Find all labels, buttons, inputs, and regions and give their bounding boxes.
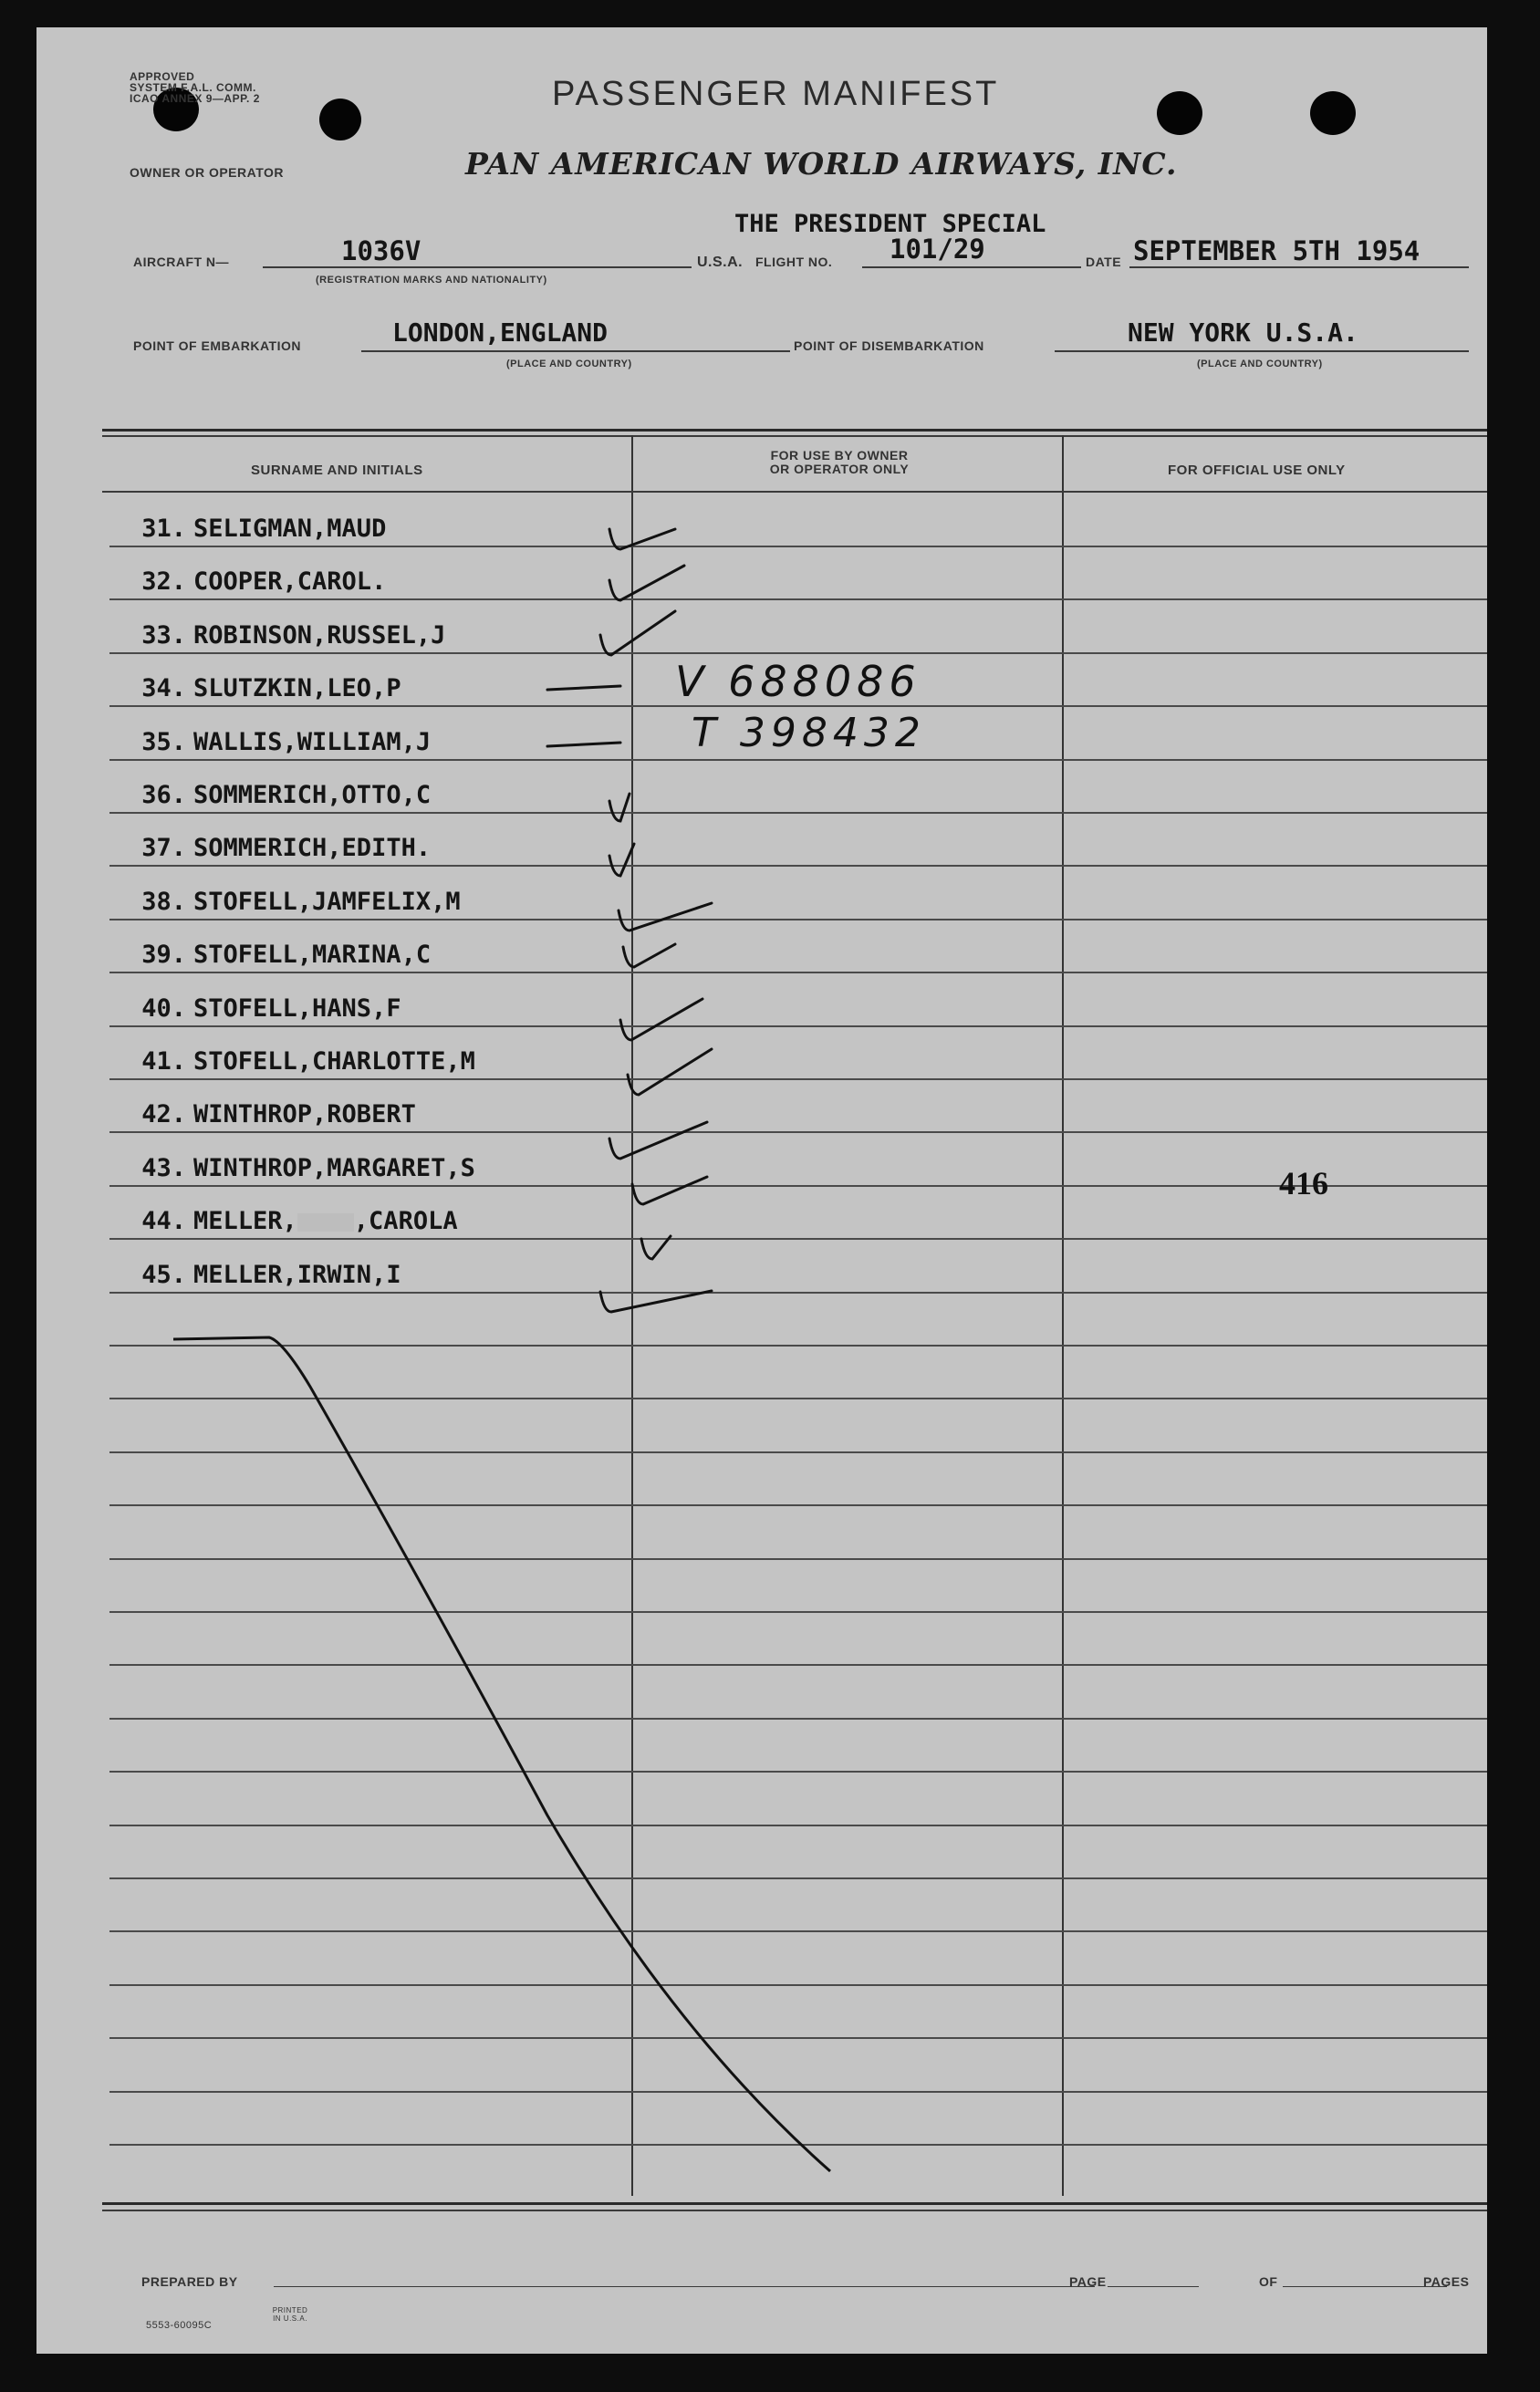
passenger-number: 41.: [141, 1047, 186, 1076]
embarkation-label: POINT OF EMBARKATION: [133, 338, 301, 353]
check-mark: [600, 611, 675, 655]
check-mark: [609, 844, 634, 876]
embarkation-caption: (PLACE AND COUNTRY): [506, 359, 632, 369]
passenger-name: WINTHROP,ROBERT: [193, 1100, 416, 1128]
passenger-number: 32.: [141, 567, 186, 596]
manifest-sheet: [36, 27, 1487, 2354]
check-mark: [620, 999, 702, 1040]
passenger-number: 38.: [141, 888, 186, 916]
passenger-name: MELLER,: [193, 1207, 297, 1235]
passenger-number: 42.: [141, 1100, 186, 1128]
passenger-name: WINTHROP,MARGARET,S: [193, 1154, 475, 1182]
approval-line: ICAO ANNEX 9—APP. 2: [130, 92, 260, 105]
flight-date: SEPTEMBER 5TH 1954: [1133, 235, 1420, 266]
usa-label: U.S.A.: [697, 255, 744, 270]
check-mark: [641, 1236, 671, 1259]
passenger-number: 36.: [141, 781, 186, 809]
passenger-name: SOMMERICH,OTTO,C: [193, 781, 432, 809]
form-code: 5553-60095C: [146, 2320, 213, 2331]
dash-mark: [547, 686, 620, 690]
aircraft-label: AIRCRAFT N—: [133, 255, 230, 269]
disembarkation-label: POINT OF DISEMBARKATION: [794, 338, 984, 353]
passenger-number: 44.: [141, 1207, 186, 1235]
passenger-number: 39.: [141, 941, 186, 969]
check-mark: [619, 903, 712, 931]
approval-line: APPROVED: [130, 70, 195, 83]
approval-line: SYSTEM F.A.L. COMM.: [130, 81, 256, 94]
passenger-name: SLUTZKIN,LEO,P: [193, 674, 401, 702]
header-official: FOR OFFICIAL USE ONLY: [1168, 463, 1346, 478]
dash-mark: [547, 743, 620, 746]
printed-in: PRINTED IN U.S.A.: [272, 2306, 308, 2323]
official-note-43: 416: [1279, 1165, 1328, 1201]
passenger-name: COOPER,CAROL.: [193, 567, 387, 596]
passenger-name: STOFELL,MARINA,C: [193, 941, 432, 969]
check-mark: [609, 794, 630, 821]
passenger-name: SOMMERICH,EDITH.: [193, 834, 432, 862]
registration-caption: (REGISTRATION MARKS AND NATIONALITY): [316, 275, 547, 286]
special-flight-name: THE PRESIDENT SPECIAL: [734, 210, 1046, 238]
passenger-name: ROBINSON,RUSSEL,J: [193, 621, 446, 650]
strike-line: [173, 1337, 830, 2171]
passenger-number: 35.: [141, 728, 186, 756]
page-label: PAGE: [1069, 2274, 1107, 2289]
check-mark: [632, 1177, 707, 1204]
passenger-name-tail: ,CAROLA: [353, 1207, 458, 1235]
date-label: DATE: [1086, 255, 1122, 269]
flight-number: 101/29: [890, 234, 985, 265]
passenger-name: MELLER,IRWIN,I: [193, 1261, 401, 1289]
passenger-number: 33.: [141, 621, 186, 650]
passenger-name: STOFELL,JAMFELIX,M: [193, 888, 461, 916]
passenger-name: WALLIS,WILLIAM,J: [193, 728, 432, 756]
pages-label: PAGES: [1423, 2274, 1470, 2289]
header-owner-use-line2: OR OPERATOR ONLY: [769, 462, 910, 476]
check-mark: [628, 1049, 712, 1095]
check-mark: [609, 1122, 707, 1159]
of-label: OF: [1259, 2274, 1278, 2289]
handwritten-note-35: T 398432: [692, 710, 926, 756]
owner-operator-label: OWNER OR OPERATOR: [130, 165, 284, 180]
passenger-number: 37.: [141, 834, 186, 862]
disembarkation-caption: (PLACE AND COUNTRY): [1197, 359, 1323, 369]
check-mark: [623, 944, 675, 967]
disembarkation-place: NEW YORK U.S.A.: [1128, 317, 1358, 348]
header-surname: SURNAME AND INITIALS: [251, 463, 423, 478]
passenger-name: STOFELL,HANS,F: [193, 994, 401, 1023]
aircraft-number: 1036V: [341, 235, 421, 266]
prepared-by-label: PREPARED BY: [141, 2274, 238, 2289]
passenger-name: STOFELL,CHARLOTTE,M: [193, 1047, 475, 1076]
header-owner-use-line1: FOR USE BY OWNER: [770, 448, 909, 463]
passenger-number: 31.: [141, 515, 186, 543]
passenger-number: 40.: [141, 994, 186, 1023]
passenger-number: 45.: [141, 1261, 186, 1289]
check-mark: [600, 1291, 712, 1312]
check-mark: [609, 566, 684, 600]
airline-name: PAN AMERICAN WORLD AIRWAYS, INC.: [465, 146, 1178, 182]
pen-marks: [36, 27, 1487, 2354]
check-marks: [547, 529, 712, 1312]
flight-no-label: FLIGHT NO.: [755, 255, 833, 269]
embarkation-place: LONDON,ENGLAND: [392, 317, 609, 348]
passenger-number: 43.: [141, 1154, 186, 1182]
handwritten-note-34: V 688086: [675, 657, 921, 706]
passenger-name: SELIGMAN,MAUD: [193, 515, 387, 543]
form-title: PASSENGER MANIFEST: [552, 75, 1000, 113]
check-mark: [609, 529, 675, 549]
passenger-number: 34.: [141, 674, 186, 702]
